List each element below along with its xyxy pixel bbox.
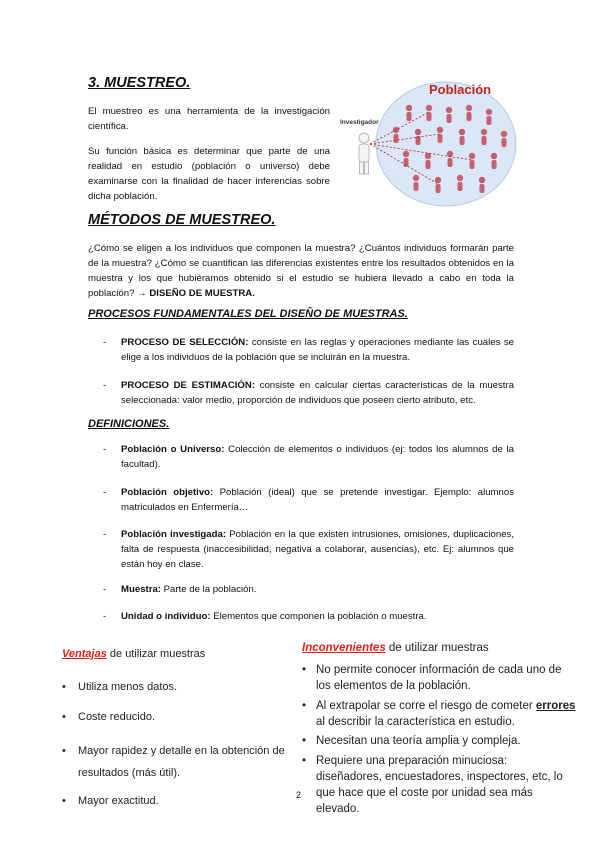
drawbacks-title [302,640,489,656]
methods-text: ¿Cómo se eligen a los individuos que componen la muestra? ¿Cuántos individuos formarán parte de la muestra? ¿Cómo se cuantifican las diferencias existentes entre los resultados obtenidos en la muestra y los que hubiéramos obtenido si el estudio se hubiera llevado a cabo en toda la población? [88,243,514,299]
methods-title: MÉTODOS DE MUESTREO. [88,212,276,228]
dash-bullet: - [103,584,107,595]
definition-text: Población (ideal) que se pretende investigar. Ejemplo: alumnos matriculados en Enfermería… [121,487,515,513]
definition-text: Elementos que componen la población o muestra. [213,611,427,622]
population-illustration [334,78,520,208]
advantages-title-highlight: Ventajas [62,648,107,660]
drawback-text: Necesitan una teoría amplia y compleja. [316,735,521,747]
page-number: 2 [296,790,302,800]
population-circle [376,82,516,206]
process-text: consiste en las reglas y operaciones mediante las cuales se elige a los individuos de la población que se incluirán en la muestra. [121,337,514,363]
bullet-icon: • [302,700,307,712]
definitions-title: DEFINICIONES. [88,418,170,430]
definition-term: Muestra: [121,584,161,595]
process-item-estimation [103,378,514,408]
advantage-item [62,795,292,807]
process-term: PROCESO DE SELECCIÓN: [121,337,249,348]
section-title: 3. MUESTREO. [88,75,191,91]
definition-term: Población objetivo: [121,487,214,498]
advantages-title [62,648,205,660]
drawback-text: Al extrapolar se corre el riesgo de cometer errores al describir la característica en estudio. [316,700,576,728]
population-title: Población [429,82,492,97]
processes-title: PROCESOS FUNDAMENTALES DEL DISEÑO DE MUESTRAS. [88,308,408,320]
dash-bullet: - [103,487,107,498]
drawback-item [302,733,576,749]
drawbacks-title-highlight: Inconvenientes [302,642,386,654]
definition-text: Población en la que existen intrusiones, omisiones, duplicaciones, falta de respuesta (inaccesibilidad, negativa a colaborar, ausencias), etc. Ej: alumnos que están hoy en clase. [121,529,514,570]
dash-bullet: - [103,337,107,348]
intro-paragraph-2: Su función básica es determinar que parte de una realidad en estudio (población o universo) debe examinarse con la finalidad de hacer inferencias sobre dicha población. [88,146,330,202]
process-item-selection [103,335,514,365]
drawback-item [302,753,576,817]
dash-bullet: - [103,529,107,540]
design-label: DISEÑO DE MUESTRA. [149,288,255,299]
bullet-icon: • [302,735,307,747]
bullet-icon: • [302,755,307,767]
definition-item-objetivo [103,485,514,515]
dash-bullet: - [103,611,107,622]
process-term: PROCESO DE ESTIMACIÓN: [121,380,256,391]
advantage-text: Mayor exactitud. [78,795,159,807]
definition-term: Unidad o individuo: [121,611,211,622]
advantages-title-rest: de utilizar muestras [106,648,206,660]
advantage-text: Mayor rapidez y detalle en la obtención de resultados (más útil). [78,745,285,779]
bullet-icon: • [62,795,66,807]
advantage-text: Coste reducido. [78,711,156,723]
investigator-figure [359,133,369,174]
definition-term: Población investigada: [121,529,227,540]
intro-paragraph-1: El muestreo es una herramienta de la investigación científica. [88,106,330,132]
definition-item-universo [103,442,514,472]
definition-item-muestra [103,582,514,597]
definition-item-unidad [103,609,514,624]
advantage-item [62,681,292,693]
definition-term: Población o Universo: [121,444,225,455]
definition-text: Colección de elementos o individuos (ej: todos los alumnos de la facultad). [121,444,514,470]
investigator-label: Investigador [340,119,379,126]
advantage-text: Utiliza menos datos. [78,681,178,693]
methods-paragraph [88,241,514,301]
population-figure [334,78,520,208]
advantage-item [62,711,292,723]
dash-bullet: - [103,380,107,391]
drawback-item [302,698,576,730]
dash-bullet: - [103,444,107,455]
definition-text: Parte de la población. [163,584,257,595]
errores-emphasis: errores [535,700,576,712]
bullet-icon: • [62,745,66,757]
drawback-text: Requiere una preparación minuciosa: diseñadores, encuestadores, inspectores, etc, lo que hace que el coste por unidad sea más elevado. [316,755,563,815]
bullet-icon: • [62,681,66,693]
advantage-item [62,740,292,784]
arrow-icon: → [137,288,147,299]
process-text: consiste en calcular ciertas características de la muestra seleccionada: valor medio, proporción de individuos que poseen cierto atributo, etc. [121,380,514,406]
definition-item-investigada [103,527,514,572]
bullet-icon: • [302,664,307,676]
drawbacks-title-rest: de utilizar muestras [385,642,489,654]
bullet-icon: • [62,711,66,723]
drawback-text: No permite conocer información de cada uno de los elementos de la población. [316,664,562,692]
drawback-item [302,662,576,694]
